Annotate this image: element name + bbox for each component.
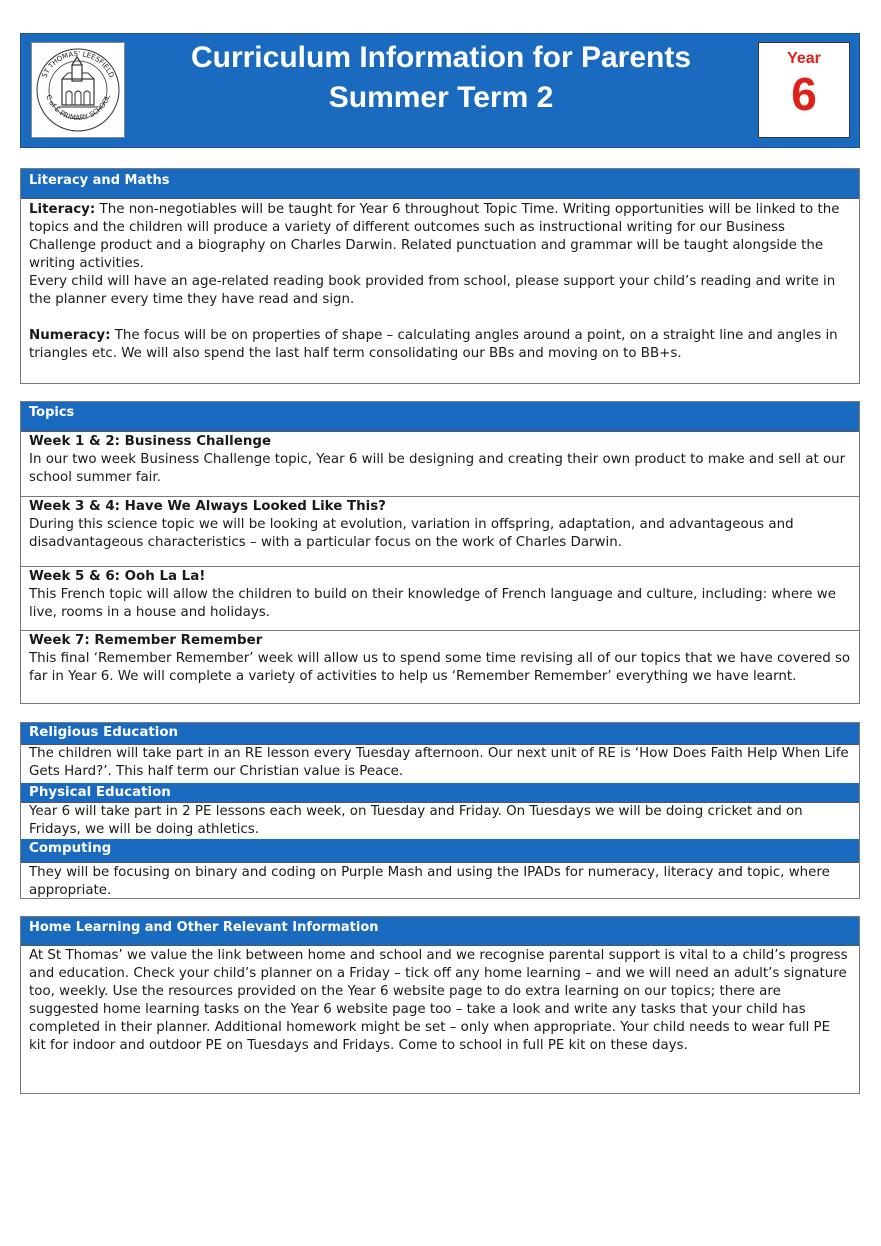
literacy-maths-heading: Literacy and Maths	[21, 169, 859, 199]
topic-text: This French topic will allow the children to build on their knowledge of French language and culture, including: where we live, rooms in a house and holidays.	[29, 587, 836, 620]
literacy-maths-body	[21, 199, 859, 363]
topic-week-1-2	[21, 432, 859, 496]
topics-section	[20, 401, 860, 704]
topic-text: In our two week Business Challenge topic, Year 6 will be designing and creating their own product to make and sell at our school summer fair.	[29, 452, 846, 485]
home-learning-text: At St Thomas’ we value the link between home and school and we recognise parental support is vital to a child’s progress and education. Check your child’s planner on a Friday – tick off any home learning – and we will need an adult’s signature too, weekly. Use the resources provided on the Year 6 website page to do extra learning on our topics; there are suggested home learning tasks on the Year 6 website page too – take a look and write any tasks that your child has completed in their planner. Additional homework might be set – only when appropriate. Your child needs to wear full PE kit for indoor and outdoor PE on Tuesdays and Fridays. Come to school in full PE kit on these days.	[29, 948, 848, 1053]
topic-text: During this science topic we will be looking at evolution, variation in offspring, adaptation, and advantageous and disadvantageous characteristics – with a particular focus on the work of Charles Darwin.	[29, 517, 794, 550]
title-line-1: Curriculum Information for Parents	[190, 41, 692, 74]
computing-heading: Computing	[21, 839, 859, 863]
page-header	[20, 33, 860, 148]
literacy-maths-section	[20, 168, 860, 384]
title-line-2: Summer Term 2	[328, 81, 554, 114]
year-label: Year	[787, 50, 821, 67]
pe-heading: Physical Education	[21, 783, 859, 803]
svg-text:ST THOMAS' LEESFIELD: ST THOMAS' LEESFIELD	[40, 49, 116, 80]
home-learning-section	[20, 916, 860, 1094]
numeracy-text: The focus will be on properties of shape – calculating angles around a point, on a straight line and angles in triangles etc. We will also spend the last half term consolidating our BBs and moving on to BB+s.	[29, 328, 838, 361]
page-title	[141, 38, 741, 118]
topic-title: Week 1 & 2: Business Challenge	[29, 434, 272, 449]
year-number: 6	[791, 68, 817, 120]
school-logo	[31, 42, 125, 138]
pe-text: Year 6 will take part in 2 PE lessons each week, on Tuesday and Friday. On Tuesdays we will be doing cricket and on Fridays, we will be doing athletics.	[29, 804, 803, 837]
numeracy-label: Numeracy:	[29, 328, 111, 343]
school-crest-icon	[32, 43, 124, 137]
topic-title: Week 7: Remember Remember	[29, 633, 263, 648]
reading-paragraph: Every child will have an age-related reading book provided from school, please support your child’s reading and write in the planner every time they have read and sign.	[29, 274, 836, 307]
topic-week-7	[21, 630, 859, 702]
year-badge	[758, 42, 850, 138]
literacy-text: The non-negotiables will be taught for Year 6 throughout Topic Time. Writing opportunities will be linked to the topics and the children will produce a variety of different outcomes such as instructional writing for our Business Challenge product and a biography on Charles Darwin. Related punctuation and grammar will be taught alongside the writing activities.	[29, 202, 840, 271]
home-learning-heading: Home Learning and Other Relevant Information	[21, 917, 859, 946]
re-text: The children will take part in an RE lesson every Tuesday afternoon. Our next unit of RE is ‘How Does Faith Help When Life Gets Hard?’. This half term our Christian value is Peace.	[29, 746, 849, 779]
topic-title: Week 5 & 6: Ooh La La!	[29, 569, 206, 584]
topics-heading: Topics	[21, 402, 859, 432]
literacy-label: Literacy:	[29, 202, 96, 217]
literacy-paragraph	[29, 201, 851, 273]
computing-text: They will be focusing on binary and coding on Purple Mash and using the IPADs for numeracy, literacy and topic, where appropriate.	[29, 865, 830, 898]
re-heading: Religious Education	[21, 723, 859, 745]
topic-title: Week 3 & 4: Have We Always Looked Like This?	[29, 499, 386, 514]
numeracy-paragraph	[29, 327, 851, 363]
topic-week-5-6	[21, 566, 859, 630]
subjects-section	[20, 722, 860, 899]
svg-text:C of E PRIMARY SCHOOL: C of E PRIMARY SCHOOL	[44, 93, 112, 122]
topic-text: This final ‘Remember Remember’ week will allow us to spend some time revising all of our topics that we have covered so far in Year 6. We will complete a variety of activities to help us ‘Remember Remember’ everything we have learnt.	[29, 651, 851, 684]
topic-week-3-4	[21, 496, 859, 566]
